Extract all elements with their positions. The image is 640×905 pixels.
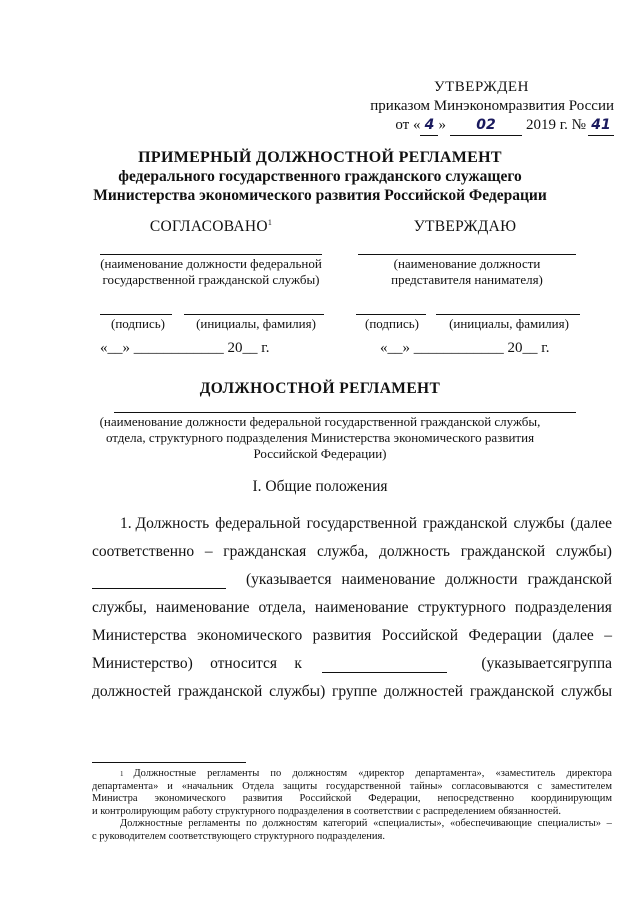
word: наименование bbox=[155, 599, 250, 616]
word: службы bbox=[561, 683, 612, 700]
word: гражданская bbox=[223, 543, 307, 560]
document-title: ПРИМЕРНЫЙ ДОЛЖНОСТНОЙ РЕГЛАМЕНТ федерального государственного гражданского служащего Министерства экономического развития Российской Федерации bbox=[93, 149, 547, 204]
word: «начальник bbox=[181, 780, 234, 792]
word: Федерации bbox=[468, 627, 542, 644]
blank-position bbox=[92, 574, 226, 589]
word: Российской bbox=[381, 627, 459, 644]
word: 1. Должность bbox=[120, 515, 210, 532]
word: относится bbox=[210, 655, 277, 672]
word: наименование bbox=[314, 599, 409, 616]
word: непосредственно bbox=[437, 793, 515, 804]
word: регламенты bbox=[188, 818, 241, 829]
word: «директор bbox=[358, 768, 405, 779]
word: федеральной bbox=[215, 515, 301, 532]
position-line-right bbox=[358, 254, 576, 255]
word: службы) bbox=[555, 543, 612, 560]
paragraph-line-4 bbox=[92, 596, 612, 620]
word: экономического bbox=[197, 627, 303, 644]
word: службы, bbox=[92, 599, 147, 616]
word: Федерации, bbox=[368, 793, 421, 804]
paragraph-line-6 bbox=[92, 652, 612, 676]
word: (далее bbox=[552, 627, 594, 644]
footnote-mark: 1 bbox=[120, 770, 124, 778]
word: департамента» bbox=[92, 780, 159, 792]
word: с bbox=[537, 780, 543, 792]
signature-line-right bbox=[356, 314, 426, 315]
section-heading: I. Общие положения bbox=[252, 478, 388, 495]
word: должности bbox=[445, 571, 518, 588]
word: гражданской bbox=[469, 683, 555, 700]
word: (указывается bbox=[481, 655, 567, 672]
paragraph-line-1 bbox=[120, 512, 612, 536]
word: гражданской bbox=[460, 543, 546, 560]
date-right: «__» ____________ 20__ г. bbox=[380, 340, 550, 356]
date-left: «__» ____________ 20__ г. bbox=[100, 340, 270, 356]
word: отдела, bbox=[258, 599, 306, 616]
word: к bbox=[294, 655, 302, 672]
word: директора bbox=[566, 768, 612, 779]
word: (указывается bbox=[246, 571, 332, 588]
word: группа bbox=[566, 655, 612, 672]
word: служба, bbox=[316, 543, 369, 560]
word: гражданской bbox=[527, 571, 612, 588]
word: Российской bbox=[299, 793, 352, 804]
position-caption-right: (наименование должности представителя нанимателя) bbox=[391, 256, 543, 287]
footnote: 1 Должностные регламенты по должностям «директор департамента», «заместитель директора департамента» и «начальник Отдела защиты государственной тайны» согласовываются с заместителем Министра экономического развития Российской Федерации, непосредственно координирующим и контролирующим работу структурного подразделения в соответствии с распределением обязанностей. Должностные регламенты по должностям категорий «специалисты», «обеспечивающие специалисты» – с руководителем соответствующего структурного подразделения. bbox=[92, 768, 612, 842]
word: наименование bbox=[341, 571, 436, 588]
word: структурного bbox=[417, 599, 506, 616]
word: экономического bbox=[154, 793, 226, 804]
word: согласовываются bbox=[451, 780, 529, 792]
word: регламенты bbox=[207, 768, 260, 779]
regulation-line bbox=[114, 412, 576, 413]
word: Министра bbox=[92, 793, 138, 804]
name-caption-right: (инициалы, фамилия) bbox=[449, 316, 569, 331]
footnote-ref: 1 bbox=[267, 218, 273, 227]
agreed-heading: СОГЛАСОВАНО$^1$ bbox=[149, 218, 273, 236]
paragraph-line-2 bbox=[92, 540, 612, 564]
regulation-title: ДОЛЖНОСТНОЙ РЕГЛАМЕНТ bbox=[199, 380, 441, 397]
approved-date-line: от « 4 » 02 2019 г. № 41 bbox=[360, 116, 620, 136]
word: развития bbox=[312, 627, 372, 644]
word: Отдела bbox=[242, 780, 275, 792]
word: координирующим bbox=[531, 793, 612, 804]
name-line-right bbox=[436, 314, 580, 315]
word: службы) bbox=[269, 683, 326, 700]
word: «заместитель bbox=[495, 768, 556, 779]
word: «специалисты», bbox=[373, 818, 445, 829]
word: соответственно bbox=[92, 543, 195, 560]
handwritten-day: 4 bbox=[420, 116, 438, 136]
word: департамента», bbox=[415, 768, 485, 779]
word: – bbox=[604, 627, 612, 644]
word: государственной bbox=[306, 515, 418, 532]
word: Министерства bbox=[92, 627, 187, 644]
word: по bbox=[270, 768, 282, 779]
paragraph-line-7 bbox=[92, 680, 612, 704]
name-line-left bbox=[184, 314, 324, 315]
approve-heading: УТВЕРЖДАЮ bbox=[413, 218, 517, 235]
word: по bbox=[246, 818, 257, 829]
word: защиты bbox=[282, 780, 318, 792]
word: (далее bbox=[570, 515, 612, 532]
paragraph-line-3 bbox=[92, 568, 612, 592]
handwritten-number: 41 bbox=[588, 116, 614, 136]
word: должность bbox=[378, 543, 450, 560]
word: службы bbox=[513, 515, 565, 532]
blank-group bbox=[322, 658, 448, 673]
word: тайны» bbox=[409, 780, 443, 792]
word: «обеспечивающие bbox=[450, 818, 532, 829]
footnote-rule bbox=[92, 762, 246, 763]
word: Должностные bbox=[120, 818, 183, 829]
regulation-subtitle: (наименование должности федеральной государственной гражданской службы, отдела, структурного подразделения Министерства экономического развития Российской Федерации) bbox=[99, 414, 541, 461]
word: должностям bbox=[292, 768, 348, 779]
word: должностей bbox=[92, 683, 172, 700]
word: – bbox=[204, 543, 213, 560]
word: Министерство) bbox=[92, 655, 193, 672]
word: подразделения bbox=[514, 599, 612, 616]
word: и bbox=[167, 780, 173, 792]
approved-heading: УТВЕРЖДЕН bbox=[434, 79, 529, 95]
word: Должностные bbox=[133, 768, 196, 779]
signature-caption-right: (подпись) bbox=[365, 316, 419, 331]
word: развития bbox=[242, 793, 283, 804]
approval-block bbox=[360, 78, 620, 136]
handwritten-month: 02 bbox=[450, 116, 522, 136]
approved-order: приказом Минэкономразвития России bbox=[370, 98, 614, 114]
word: гражданской bbox=[423, 515, 508, 532]
word: должностям bbox=[262, 818, 318, 829]
word: группе bbox=[332, 683, 378, 700]
word: специалисты» bbox=[537, 818, 601, 829]
word: должностей bbox=[383, 683, 464, 700]
word: гражданской bbox=[177, 683, 263, 700]
word: – bbox=[606, 818, 612, 829]
signature-caption-left: (подпись) bbox=[111, 316, 165, 331]
word: заместителем bbox=[550, 780, 612, 792]
position-line-left bbox=[100, 254, 322, 255]
name-caption-left: (инициалы, фамилия) bbox=[196, 316, 316, 331]
paragraph-line-5 bbox=[92, 624, 612, 648]
word: категорий bbox=[323, 818, 368, 829]
signature-line-left bbox=[100, 314, 172, 315]
word: государственной bbox=[326, 780, 401, 792]
position-caption-left: (наименование должности федеральной государственной гражданской службы) bbox=[100, 256, 322, 287]
